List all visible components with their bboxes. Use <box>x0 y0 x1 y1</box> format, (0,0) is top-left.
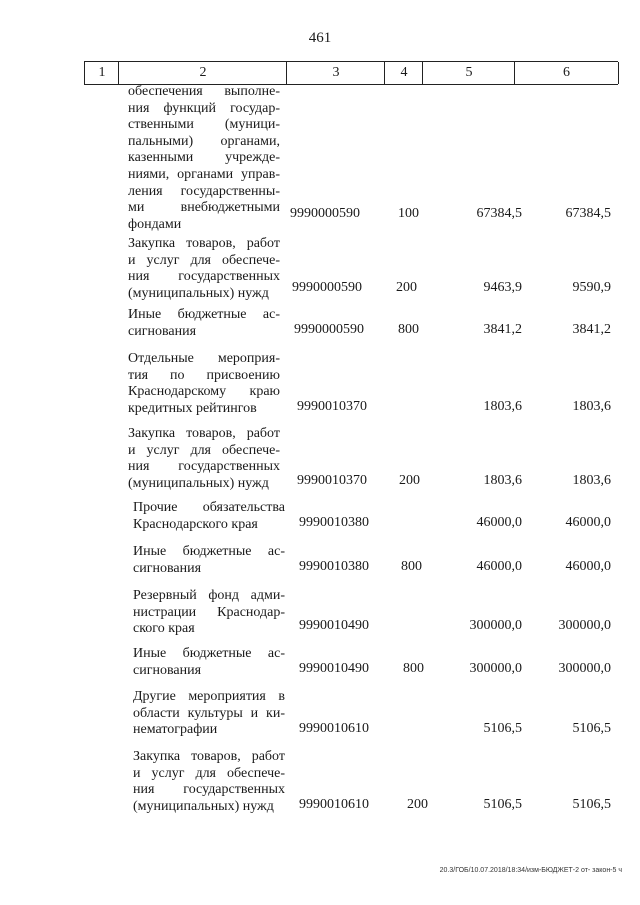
amount-col-6: 300000,0 <box>558 661 611 676</box>
description-line: Краснодарского края <box>133 516 258 532</box>
description-line: и услуг для обеспече- <box>128 442 280 458</box>
row-description <box>133 689 285 739</box>
description-line: обеспечения выполне- <box>128 84 280 99</box>
amount-col-5: 300000,0 <box>469 661 522 676</box>
target-code: 9990010490 <box>299 661 369 676</box>
amount-col-6: 67384,5 <box>565 206 611 221</box>
row-description <box>128 351 280 417</box>
target-code: 9990010370 <box>297 399 367 414</box>
amount-col-5: 3841,2 <box>483 322 522 337</box>
description-line: области культуры и ки- <box>133 705 285 721</box>
document-footer: 20.3/ГОБ/10.07.2018/18:34/изм-БЮДЖЕТ-2 от- закон-5 ч <box>439 867 622 874</box>
description-line: Краснодарскому краю <box>128 384 280 400</box>
description-line: Прочие обязательства <box>133 500 285 515</box>
description-line: сигнования <box>133 662 202 678</box>
target-code: 9990010380 <box>299 559 369 574</box>
expense-type: 800 <box>403 661 424 676</box>
target-code: 9990000590 <box>294 322 364 337</box>
amount-col-5: 46000,0 <box>476 515 522 530</box>
expense-type: 800 <box>401 559 422 574</box>
row-description <box>128 84 280 233</box>
target-code: 9990010610 <box>299 721 369 736</box>
description-line: ния государственных <box>128 269 280 285</box>
description-line: нистрации Краснодар- <box>133 604 285 620</box>
description-line: тия по присвоению <box>128 367 280 383</box>
row-description <box>133 646 285 679</box>
description-line: Закупка товаров, работ <box>133 749 285 764</box>
amount-col-5: 9463,9 <box>483 280 522 295</box>
description-line: Закупка товаров, работ <box>128 236 280 251</box>
description-line: ского края <box>133 621 195 637</box>
description-line: ния государственных <box>128 459 280 475</box>
amount-col-6: 46000,0 <box>565 559 611 574</box>
amount-col-5: 5106,5 <box>483 797 522 812</box>
amount-col-6: 9590,9 <box>572 280 611 295</box>
expense-type: 200 <box>407 797 428 812</box>
amount-col-6: 3841,2 <box>572 322 611 337</box>
target-code: 9990000590 <box>290 206 360 221</box>
expense-type: 800 <box>398 322 419 337</box>
header-col-4: 4 <box>384 62 423 84</box>
description-line: Иные бюджетные ас- <box>133 544 285 559</box>
target-code: 9990010370 <box>297 473 367 488</box>
amount-col-6: 5106,5 <box>572 721 611 736</box>
description-line: Иные бюджетные ас- <box>133 646 285 661</box>
description-line: (муниципальных) нужд <box>128 475 269 491</box>
amount-col-6: 1803,6 <box>572 473 611 488</box>
row-description <box>128 426 280 492</box>
description-line: Резервный фонд адми- <box>133 588 285 603</box>
header-col-6: 6 <box>514 62 619 84</box>
row-description <box>128 307 280 340</box>
page-number: 461 <box>308 30 332 46</box>
amount-col-5: 67384,5 <box>476 206 522 221</box>
description-line: кредитных рейтингов <box>128 400 257 416</box>
target-code: 9990010380 <box>299 515 369 530</box>
target-code: 9990010490 <box>299 618 369 633</box>
row-description <box>133 500 285 533</box>
description-line: ственными (муници- <box>128 117 280 133</box>
description-line: сигнования <box>133 560 202 576</box>
description-line: ления государственны- <box>128 183 280 199</box>
amount-col-5: 1803,6 <box>483 399 522 414</box>
description-line: и услуг для обеспече- <box>128 252 280 268</box>
expense-type: 200 <box>399 473 420 488</box>
amount-col-6: 1803,6 <box>572 399 611 414</box>
target-code: 9990000590 <box>292 280 362 295</box>
amount-col-6: 300000,0 <box>558 618 611 633</box>
row-description <box>133 749 285 815</box>
table-header <box>84 61 618 85</box>
description-line: нематографии <box>133 722 218 738</box>
amount-col-5: 300000,0 <box>469 618 522 633</box>
header-col-3: 3 <box>286 62 385 84</box>
row-description <box>133 544 285 577</box>
header-col-5: 5 <box>422 62 515 84</box>
description-line: Отдельные мероприя- <box>128 351 280 366</box>
amount-col-5: 1803,6 <box>483 473 522 488</box>
header-col-2: 2 <box>118 62 287 84</box>
description-line: фондами <box>128 216 182 232</box>
description-line: ми внебюджетными <box>128 200 280 216</box>
description-line: ния функций государ- <box>128 100 280 116</box>
amount-col-5: 5106,5 <box>483 721 522 736</box>
amount-col-6: 5106,5 <box>572 797 611 812</box>
description-line: Закупка товаров, работ <box>128 426 280 441</box>
description-line: ния государственных <box>133 782 285 798</box>
target-code: 9990010610 <box>299 797 369 812</box>
description-line: (муниципальных) нужд <box>128 285 269 301</box>
amount-col-5: 46000,0 <box>476 559 522 574</box>
expense-type: 100 <box>398 206 419 221</box>
description-line: пальными) органами, <box>128 133 280 149</box>
description-line: казенными учрежде- <box>128 150 280 166</box>
description-line: сигнования <box>128 323 197 339</box>
description-line: ниями, органами управ- <box>128 166 280 182</box>
description-line: и услуг для обеспече- <box>133 765 285 781</box>
expense-type: 200 <box>396 280 417 295</box>
amount-col-6: 46000,0 <box>565 515 611 530</box>
description-line: Иные бюджетные ас- <box>128 307 280 322</box>
description-line: (муниципальных) нужд <box>133 798 274 814</box>
row-description <box>128 236 280 302</box>
header-col-1: 1 <box>84 62 119 84</box>
row-description <box>133 588 285 638</box>
description-line: Другие мероприятия в <box>133 689 285 704</box>
